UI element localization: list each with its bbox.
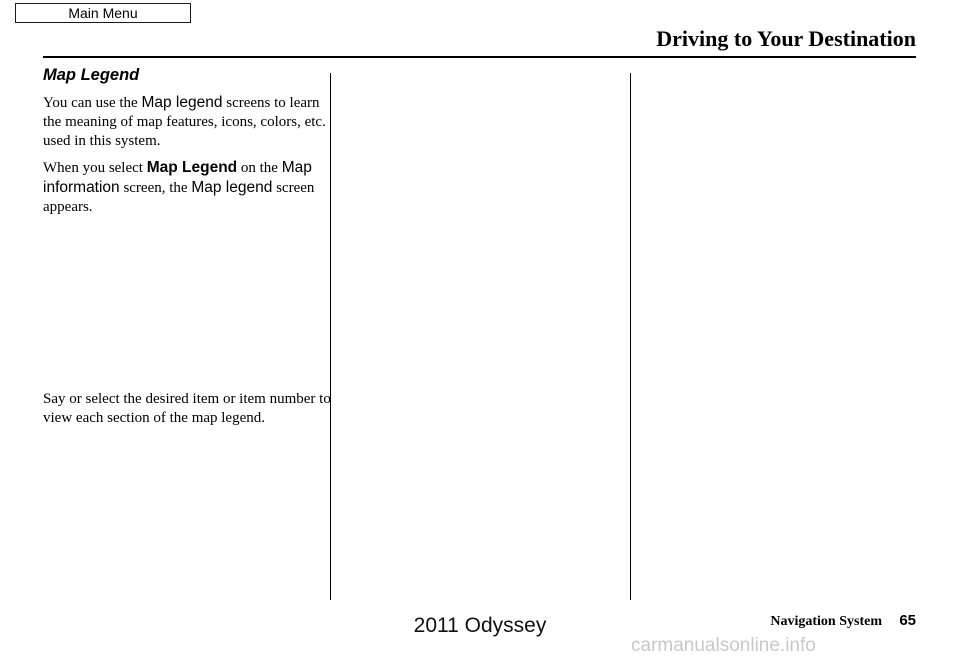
map-legend-option-term: Map Legend bbox=[146, 159, 238, 176]
footer-section-label: Navigation System bbox=[770, 614, 882, 629]
select-paragraph bbox=[43, 158, 333, 217]
intro-text-2: screens to learn the meaning of map features, icons, colors, etc. used in this system. bbox=[43, 95, 326, 149]
map-information-term: Map information bbox=[43, 159, 312, 196]
intro-text-1: You can use the bbox=[43, 95, 142, 111]
select-text-2: on the bbox=[237, 160, 282, 176]
main-menu-button[interactable]: Main Menu bbox=[15, 3, 191, 23]
section-heading: Map Legend bbox=[43, 66, 140, 84]
map-legend-term: Map legend bbox=[141, 94, 223, 111]
model-label: 2011 Odyssey bbox=[413, 614, 547, 637]
select-text-3: screen, the bbox=[119, 180, 192, 196]
column-divider-left bbox=[330, 73, 331, 600]
select-text-4: screen appears. bbox=[43, 180, 315, 215]
column-divider-right bbox=[630, 73, 631, 600]
title-divider bbox=[43, 56, 916, 58]
page-title: Driving to Your Destination bbox=[656, 26, 916, 51]
site-watermark: carmanualsonline.info bbox=[631, 635, 816, 656]
map-legend-screen-term: Map legend bbox=[191, 179, 273, 196]
intro-paragraph bbox=[43, 93, 333, 151]
instruction-paragraph: Say or select the desired item or item number to view each section of the map legend. bbox=[43, 391, 331, 426]
select-text-1: When you select bbox=[43, 160, 147, 176]
page-number: 65 bbox=[899, 612, 916, 629]
